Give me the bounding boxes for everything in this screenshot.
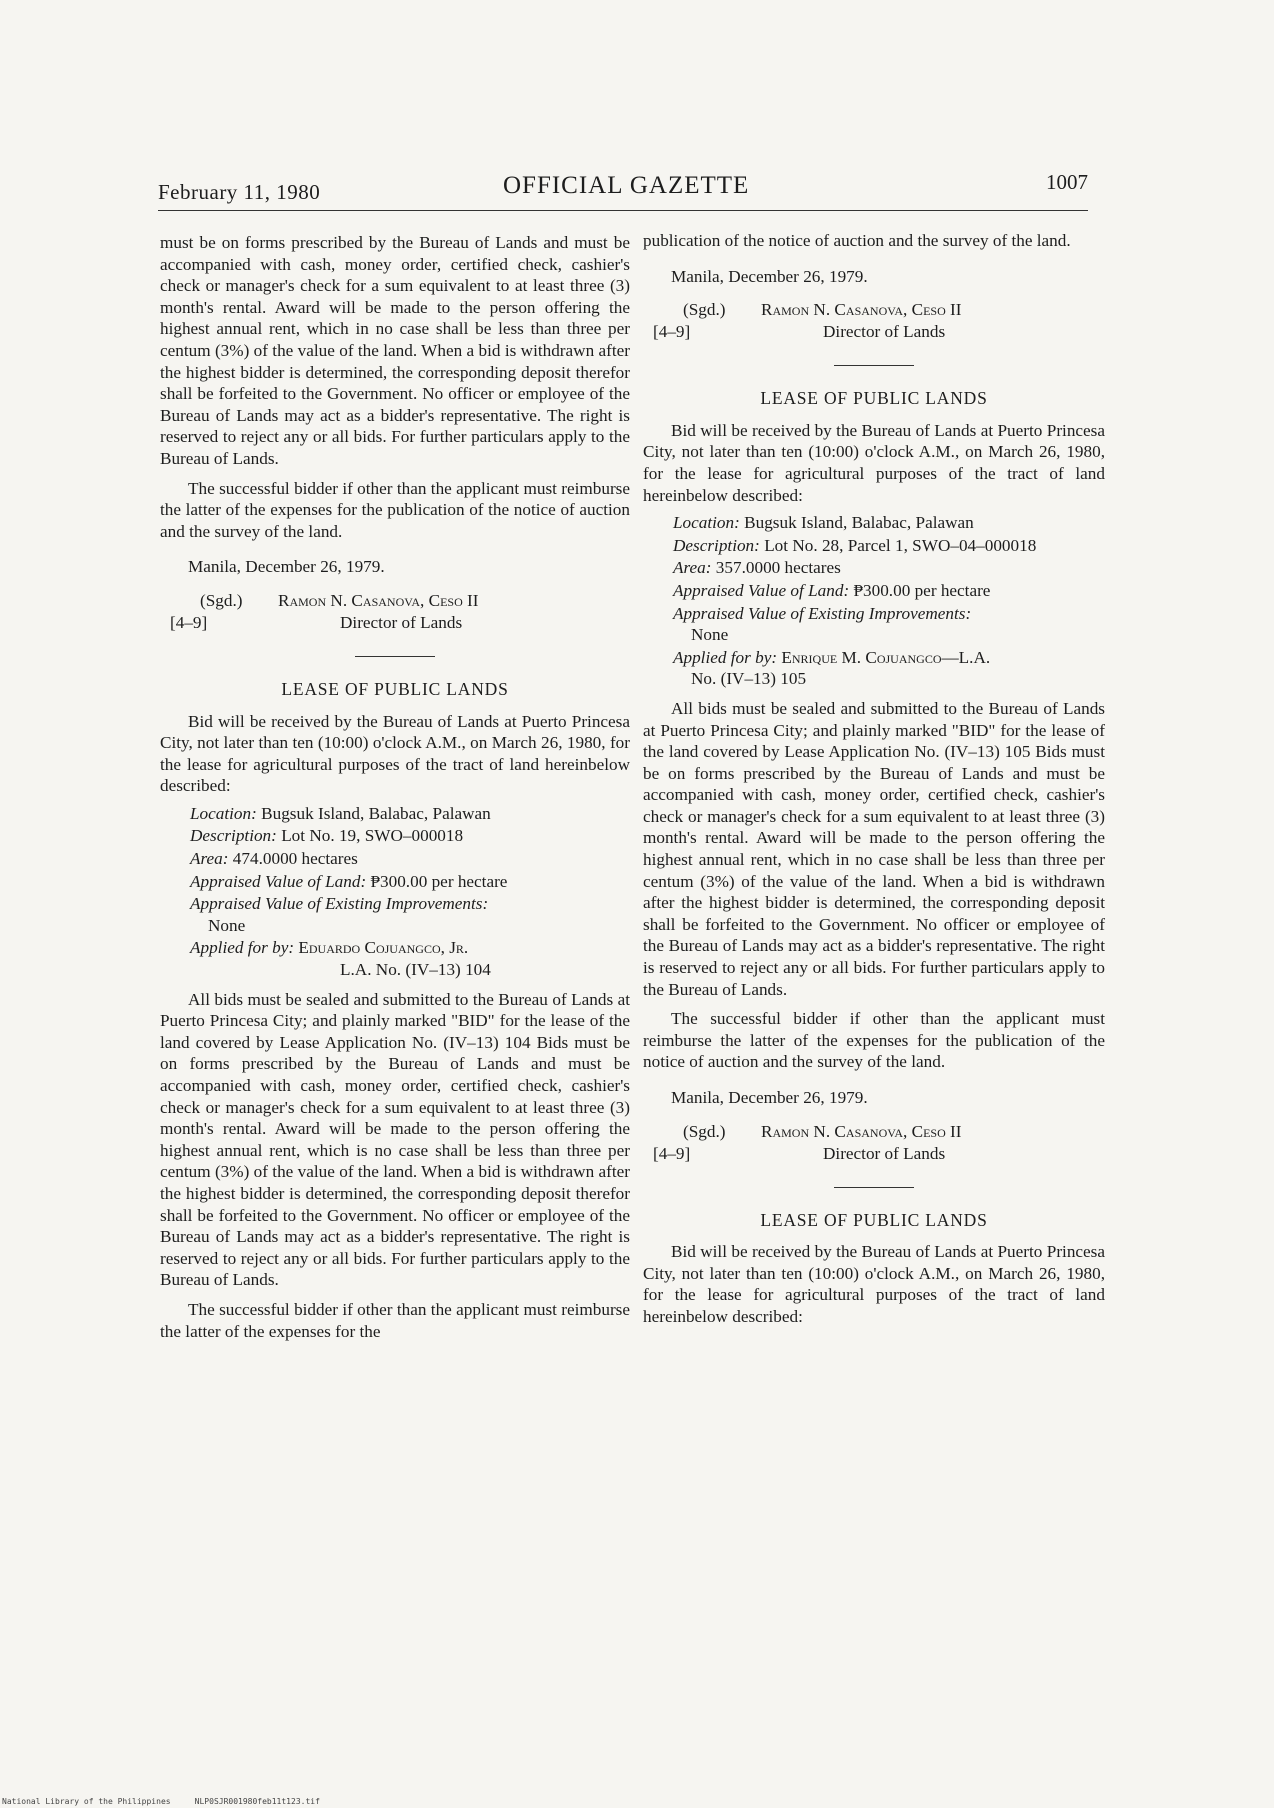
- all-bids-paragraph: All bids must be sealed and submitted to the Bureau of Lands at Puerto Princesa City; and plainly marked "BID" for the lease of the land covered by Lease Application No. (IV–13) 105 Bids must be on forms prescribed by the Bureau of Lands and must be accompanied with cash, money order, certified check, cashier's check or manager's check for a sum equivalent to at least three (3) month's rental. Award will be made to the person offering the highest annual rent, which in no case shall be less than three per centum (3%) of the value of the land. When a bid is withdrawn after the highest bidder is determined, the corresponding deposit shall be forfeited to the Government. No officer or employee of the Bureau of Lands may act as a bidder's representative. The right is reserved to reject any or all bids. For further particulars apply to the Bureau of Lands.: [643, 698, 1105, 999]
- archive-source: National Library of the Philippines: [2, 1797, 171, 1806]
- signatory-role: Director of Lands: [823, 1143, 946, 1163]
- page-number: 1007: [1046, 170, 1088, 194]
- reimburse-paragraph: The successful bidder if other than the applicant must reimburse the latter of the expenses for the publication of the notice of auction and the survey of the land.: [643, 1009, 1105, 1072]
- notice-heading: LEASE OF PUBLIC LANDS: [281, 678, 509, 699]
- scan-footer: [2, 1797, 320, 1806]
- appraised-improvements-field: Appraised Value of Existing Improvements: None: [673, 603, 972, 645]
- left-column: [160, 232, 630, 1342]
- bid-paragraph: Bid will be received by the Bureau of Lands at Puerto Princesa City, not later than ten (10:00) o'clock A.M., on March 26, 1980, for the lease for agricultural purposes of the tract of land hereinbelow described:: [643, 420, 1105, 505]
- reimburse-paragraph-start: The successful bidder if other than the applicant must reimburse the latter of the expenses for the: [160, 1299, 630, 1341]
- signed-mark: (Sgd.): [200, 590, 243, 610]
- land-details: [673, 512, 1105, 690]
- signatory-name: Ramon N. Casanova, Ceso II: [761, 1121, 962, 1141]
- area-field: Area: 357.0000 hectares: [673, 558, 841, 578]
- dateline: Manila, December 26, 1979.: [671, 266, 868, 286]
- signature-block: [643, 1121, 1105, 1169]
- publication-title: OFFICIAL GAZETTE: [503, 172, 750, 199]
- bid-paragraph: Bid will be received by the Bureau of Lands at Puerto Princesa City, not later than ten (10:00) o'clock A.M., on March 26, 1980, for the lease for agricultural purposes of the tract of land hereinbelow described:: [160, 711, 630, 796]
- archive-file: NLP0SJR001980feb11t123.tif: [194, 1797, 320, 1806]
- continued-paragraph: must be on forms prescribed by the Bureau of Lands and must be accompanied with cash, money order, certified check, cashier's check or manager's check for a sum equivalent to at least three (3) month's rental. Award will be made to the person offering the highest annual rent, which in no case shall be less than three per centum (3%) of the value of the land. When a bid is withdrawn after the highest bidder is determined, the corresponding deposit therefor shall be forfeited to the Government. No officer or employee of the Bureau of Lands may act as a bidder's representative. The right is reserved to reject any or all bids. For further particulars apply to the Bureau of Lands.: [160, 233, 630, 468]
- location-field: Location: Bugsuk Island, Balabac, Palawan: [673, 513, 974, 533]
- dateline: Manila, December 26, 1979.: [188, 557, 385, 577]
- signatory-name: Ramon N. Casanova, Ceso II: [761, 300, 962, 320]
- signature-block: [643, 299, 1105, 347]
- section-divider: [834, 365, 914, 366]
- description-field: Description: Lot No. 19, SWO–000018: [190, 826, 464, 846]
- section-divider: [355, 656, 435, 657]
- appraised-land-field: Appraised Value of Land: ₱300.00 per hectare: [673, 580, 991, 600]
- reference-code: [4–9]: [170, 612, 208, 632]
- notice-heading: LEASE OF PUBLIC LANDS: [760, 388, 988, 409]
- applicant-field: Applied for by: Enrique M. Cojuangco—L.A. No. (IV–13) 105: [673, 647, 991, 689]
- page-header: [158, 170, 1088, 210]
- right-column: [643, 230, 1105, 1328]
- signatory-name: Ramon N. Casanova, Ceso II: [278, 590, 479, 610]
- continued-paragraph: publication of the notice of auction and the survey of the land.: [643, 231, 1071, 250]
- location-field: Location: Bugsuk Island, Balabac, Palawan: [190, 803, 491, 823]
- appraised-improvements-field: Appraised Value of Existing Improvements: None: [190, 894, 489, 935]
- bid-paragraph: Bid will be received by the Bureau of Lands at Puerto Princesa City, not later than ten (10:00) o'clock A.M., on March 26, 1980, for the lease for agricultural purposes of the tract of land hereinbelow described:: [643, 1242, 1105, 1326]
- signature-block: [160, 590, 630, 638]
- all-bids-paragraph: All bids must be sealed and submitted to the Bureau of Lands at Puerto Princesa City; and plainly marked "BID" for the lease of the land covered by Lease Application No. (IV–13) 104 Bids must be on forms prescribed by the Bureau of Lands and must be accompanied with cash, money order, certified check, cashier's check or manager's check for a sum equivalent to at least three (3) month's rental. Award will be made to the person offering the highest annual rent, which is no case shall be less than three per centum (3%) of the value of the land. When a bid is withdrawn after the highest bidder is determined, the corresponding deposit therefor shall be forfeited to the Government. No officer or employee of the Bureau of Lands may act as a bidder's representative. The right is reserved to reject any or all bids. For further particulars apply to the Bureau of Lands.: [160, 989, 630, 1290]
- dateline: Manila, December 26, 1979.: [671, 1088, 868, 1107]
- signed-mark: (Sgd.): [683, 1121, 726, 1141]
- description-field: Description: Lot No. 28, Parcel 1, SWO–04–000018: [673, 535, 1037, 555]
- signatory-role: Director of Lands: [340, 612, 463, 632]
- section-divider: [834, 1187, 914, 1188]
- reimburse-paragraph: The successful bidder if other than the applicant must reimburse the latter of the expenses for the publication of the notice of auction and the survey of the land.: [160, 478, 630, 541]
- signed-mark: (Sgd.): [683, 300, 726, 320]
- applicant-field: Applied for by: Eduardo Cojuangco, Jr. L.A. No. (IV–13) 104: [190, 938, 491, 980]
- header-rule: [158, 210, 1088, 211]
- reference-code: [4–9]: [653, 1143, 691, 1163]
- area-field: Area: 474.0000 hectares: [190, 849, 358, 869]
- notice-heading: LEASE OF PUBLIC LANDS: [760, 1209, 988, 1230]
- appraised-land-field: Appraised Value of Land: ₱300.00 per hectare: [190, 871, 508, 891]
- issue-date: February 11, 1980: [158, 180, 321, 204]
- land-details: [190, 803, 630, 981]
- signatory-role: Director of Lands: [823, 322, 946, 342]
- reference-code: [4–9]: [653, 322, 691, 342]
